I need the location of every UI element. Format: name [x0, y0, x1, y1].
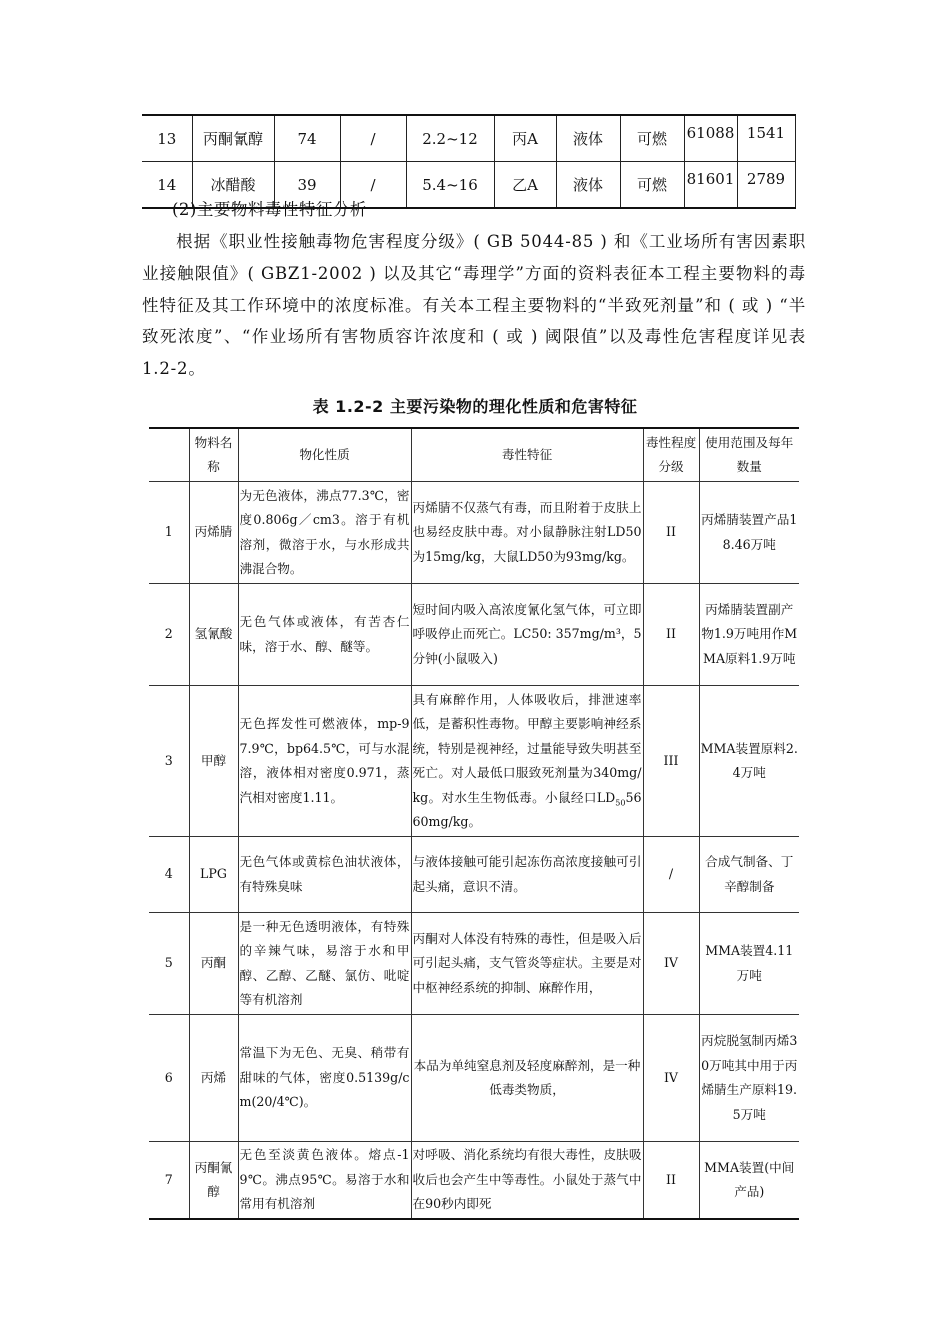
- physical-state: 液体: [556, 115, 620, 162]
- physical-properties: 无色气体或液体，有苦杏仁味，溶于水、醇、醚等。: [238, 584, 411, 686]
- flammability: 可燃: [620, 162, 684, 209]
- material-name: 丙酮氰醇: [192, 115, 274, 162]
- usage-quantity: 丙烯腈装置副产物1.9万吨用作MMA原料1.9万吨: [699, 584, 799, 686]
- hazard-class: 乙A: [494, 162, 556, 209]
- physical-properties: 无色挥发性可燃液体，mp-97.9℃，bp64.5℃，可与水混溶，液体相对密度0.971，蒸汽相对密度1.11。: [238, 686, 411, 837]
- physical-properties: 无色至淡黄色液体。熔点-19℃。沸点95℃。易溶于水和常用有机溶剂: [238, 1142, 411, 1220]
- toxicity-grade: II: [643, 1142, 699, 1220]
- toxicity-description: 短时间内吸入高浓度氰化氢气体，可立即呼吸停止而死亡。LC50: 357mg/m³，5分钟(小鼠吸入): [411, 584, 643, 686]
- cell-value: /: [340, 115, 406, 162]
- cell-value: /: [340, 162, 406, 209]
- usage-quantity: MMA装置(中间产品): [699, 1142, 799, 1220]
- row-number: 1: [149, 482, 189, 584]
- physical-properties: 无色气体或黄棕色油状液体，有特殊臭味: [238, 837, 411, 913]
- code-value: 2789: [737, 162, 795, 209]
- row-number: 3: [149, 686, 189, 837]
- material-name: 冰醋酸: [192, 162, 274, 209]
- row-number: 4: [149, 837, 189, 913]
- row-number: 2: [149, 584, 189, 686]
- toxicity-description: 对呼吸、消化系统均有很大毒性，皮肤吸收后也会产生中等毒性。小鼠处于蒸气中在90秒内即死: [411, 1142, 643, 1220]
- material-name: 丙烯腈: [189, 482, 238, 584]
- table-row: [149, 482, 799, 584]
- ld50-subscript: 50: [615, 798, 626, 808]
- header-properties: 物化性质: [238, 428, 411, 482]
- usage-quantity: MMA装置4.11万吨: [699, 913, 799, 1015]
- cell-value: 2.2~12: [406, 115, 494, 162]
- material-name: 丙烯: [189, 1015, 238, 1142]
- row-number: 13: [142, 115, 192, 162]
- table-caption: 表 1.2-2 主要污染物的理化性质和危害特征: [312, 397, 638, 416]
- code-value: 1541: [737, 115, 795, 162]
- physical-state: 液体: [556, 162, 620, 209]
- usage-quantity: 合成气制备、丁辛醇制备: [699, 837, 799, 913]
- header-grade: 毒性程度分级: [643, 428, 699, 482]
- table-row: [149, 913, 799, 1015]
- cell-value: 74: [274, 115, 340, 162]
- table-row: [149, 1015, 799, 1142]
- row-number: 7: [149, 1142, 189, 1220]
- section-subheading: (2)主要物料毒性特征分析: [172, 200, 367, 219]
- table-row: [149, 1142, 799, 1220]
- toxicity-description: 与液体接触可能引起冻伤高浓度接触可引起头痛，意识不清。: [411, 837, 643, 913]
- toxicity-grade: II: [643, 482, 699, 584]
- table-row: [149, 837, 799, 913]
- toxicity-grade: II: [643, 584, 699, 686]
- header-name: 物料名称: [189, 428, 238, 482]
- material-name: LPG: [189, 837, 238, 913]
- table-row: [149, 686, 799, 837]
- row-number: 5: [149, 913, 189, 1015]
- material-name: 甲醇: [189, 686, 238, 837]
- material-name: 丙酮氰醇: [189, 1142, 238, 1220]
- body-paragraph: [142, 226, 806, 385]
- toxicity-description: 本品为单纯窒息剂及轻度麻醉剂，是一种低毒类物质，: [411, 1015, 643, 1142]
- toxicity-table: [149, 427, 799, 1220]
- cell-value: 39: [274, 162, 340, 209]
- header-no: [149, 428, 189, 482]
- toxicity-grade: IV: [643, 1015, 699, 1142]
- toxicity-description: 丙酮对人体没有特殊的毒性，但是吸入后可引起头痛，支气管炎等症状。主要是对中枢神经系统的抑制、麻醉作用，: [411, 913, 643, 1015]
- header-usage: 使用范围及每年数量: [699, 428, 799, 482]
- table-row: [149, 584, 799, 686]
- hazard-class: 丙A: [494, 115, 556, 162]
- physical-properties: 为无色液体，沸点77.3℃，密度0.806g／cm3。溶于有机溶剂，微溶于水，与水形成共沸混合物。: [238, 482, 411, 584]
- row-number: 6: [149, 1015, 189, 1142]
- toxicity-grade: IV: [643, 913, 699, 1015]
- material-name: 丙酮: [189, 913, 238, 1015]
- code-value: 61088: [684, 115, 737, 162]
- toxicity-description: 丙烯腈不仅蒸气有毒，而且附着于皮肤上也易经皮肤中毒。对小鼠静脉注射LD50为15mg/kg，大鼠LD50为93mg/kg。: [411, 482, 643, 584]
- toxicity-grade: III: [643, 686, 699, 837]
- flammability: 可燃: [620, 115, 684, 162]
- usage-quantity: 丙烷脱氢制丙烯30万吨其中用于丙烯腈生产原料19.5万吨: [699, 1015, 799, 1142]
- material-name: 氢氰酸: [189, 584, 238, 686]
- physical-properties: 常温下为无色、无臭、稍带有甜味的气体，密度0.5139g/cm(20/4℃)。: [238, 1015, 411, 1142]
- row-number: 14: [142, 162, 192, 209]
- toxicity-description: [411, 686, 643, 837]
- usage-quantity: 丙烯腈装置产品18.46万吨: [699, 482, 799, 584]
- physical-properties: 是一种无色透明液体，有特殊的辛辣气味，易溶于水和甲醇、乙醇、乙醚、氯仿、吡啶等有机溶剂: [238, 913, 411, 1015]
- flammability-table-continued: [142, 114, 796, 209]
- code-value: 81601: [684, 162, 737, 209]
- toxicity-text: 具有麻醉作用，人体吸收后，排泄速率低，是蓄积性毒物。甲醇主要影响神经系统，特别是视神经，过量能导致失明甚至死亡。对人最低口服致死剂量为340mg/kg。对水生生物低毒。小鼠经口LD: [412, 691, 642, 805]
- cell-value: 5.4~16: [406, 162, 494, 209]
- toxicity-text-tail: 5660mg/kg。: [412, 789, 642, 829]
- usage-quantity: MMA装置原料2.4万吨: [699, 686, 799, 837]
- paragraph-text: 根据《职业性接触毒物危害程度分级》( GB 5044-85 ) 和《工业场所有害因素职业接触限值》( GBZ1-2002 ) 以及其它“毒理学”方面的资料表征本工程主要物料的毒性特征及其工作环境中的浓度标准。有关本工程主要物料的“半致死剂量”和 ( 或 ) “半致死浓度”、“作业场所有害物质容许浓度和 ( 或 ) 阈限值”以及毒性危害程度详见表 1.2-2。: [142, 232, 806, 379]
- header-toxicity: 毒性特征: [411, 428, 643, 482]
- table-header-row: [149, 428, 799, 482]
- toxicity-grade: /: [643, 837, 699, 913]
- table-row: [142, 115, 795, 162]
